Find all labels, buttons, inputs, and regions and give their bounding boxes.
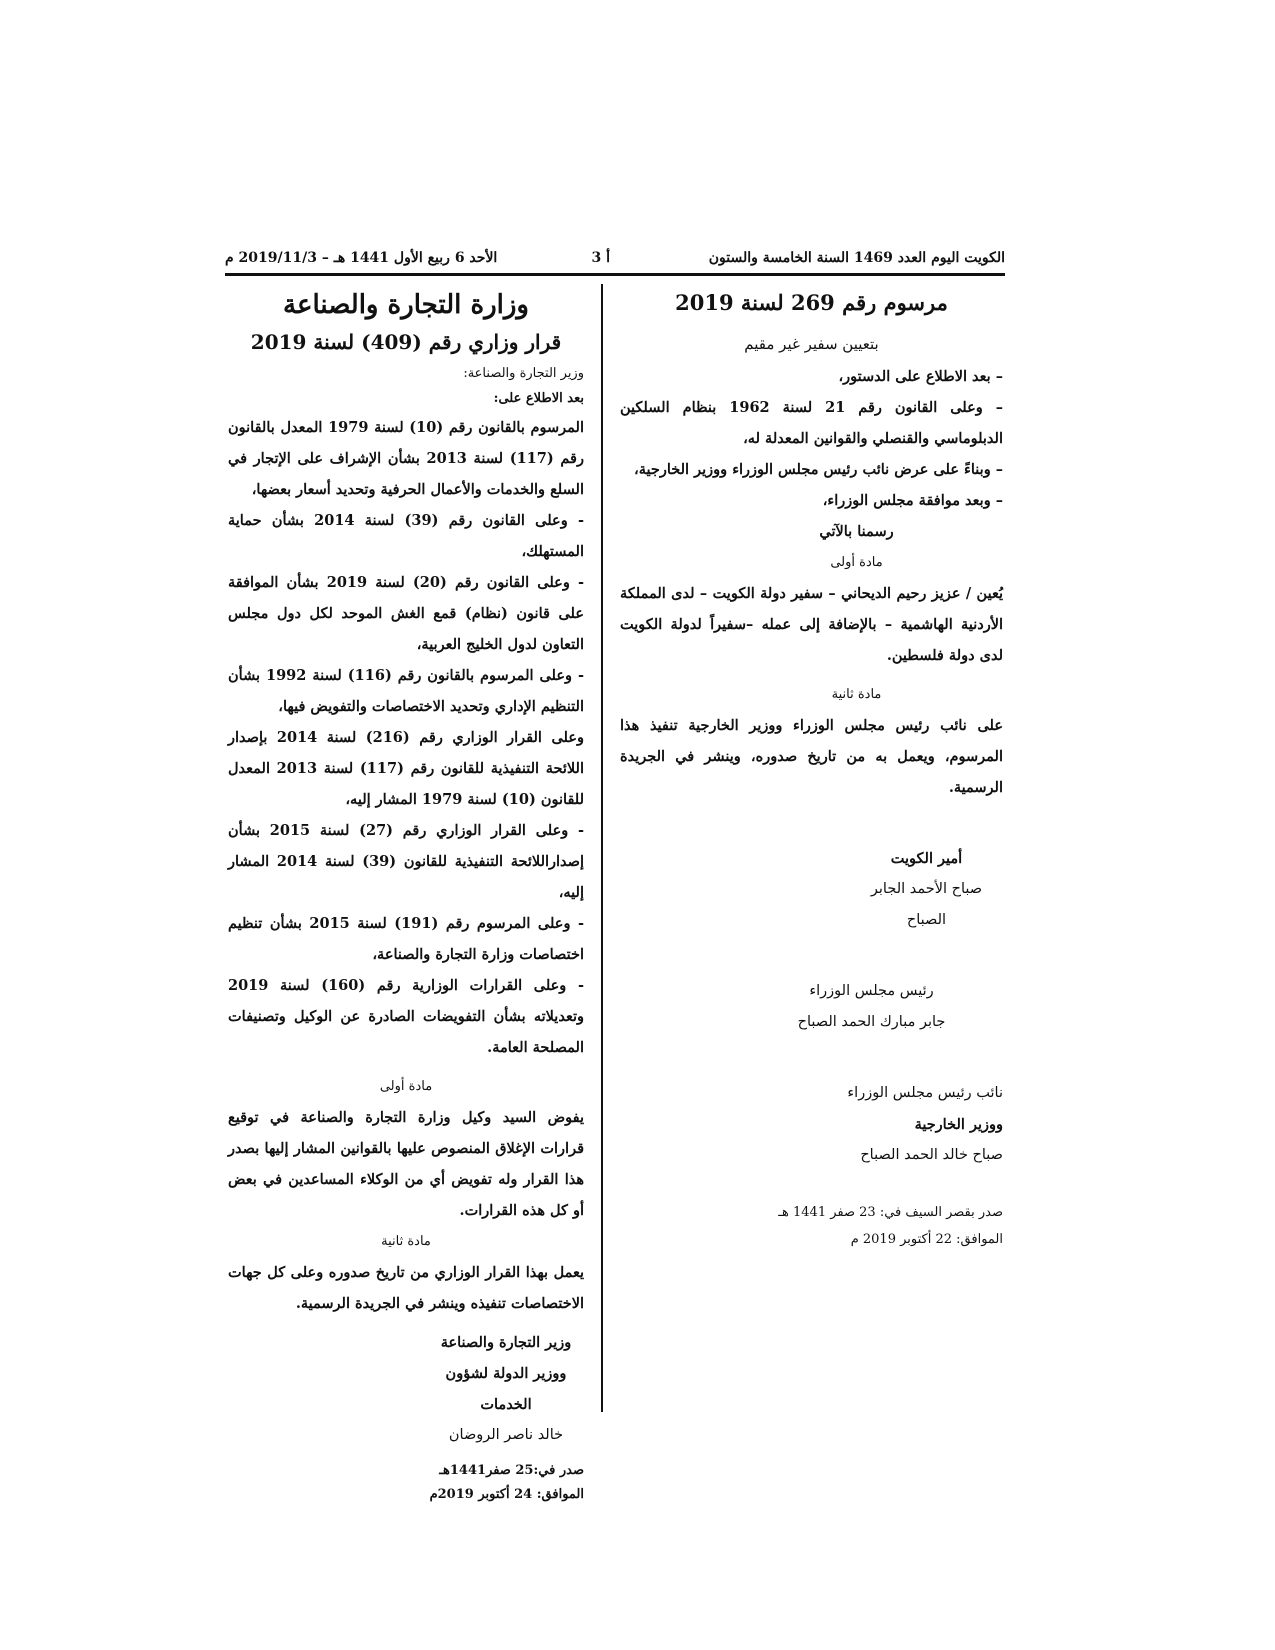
decree-column (620, 284, 1003, 1252)
after-review: بعد الاطلاع على: (493, 391, 584, 406)
ministry-article1: يفوض السيد وكيل وزارة التجارة والصناعة في توقيع قرارات الإغلاق المنصوص عليها بالقوانين المشار إليها بصدر هذا القرار وله تفويض أي من الوكلاء المساعدين في بعض أو كل هذه القرارات. (228, 1109, 584, 1219)
decree-preamble-2: – وعلى القانون رقم 21 لسنة 1962 بنظام السلكين الدبلوماسي والقنصلي والقوانين المعدلة له، (620, 399, 1003, 447)
decree-corresponding: الموافق: 22 أكتوبر 2019 م (850, 1232, 1003, 1247)
ministry-issued: صدر في:25 صفر1441هـ (439, 1463, 584, 1478)
clause-6: - وعلى القرار الوزاري رقم (27) لسنة 2015 بشأن إصداراللائحة التنفيذية للقانون (39) لسنة 2014 المشار إليه، (228, 822, 585, 901)
clause-3: - وعلى القانون رقم (20) لسنة 2019 بشأن الموافقة على قانون (نظام) قمع الغش الموحد لكل دول مجلس التعاون لدول الخليج العربية، (228, 574, 584, 653)
decree-preamble-1: – بعد الاطلاع على الدستور، (838, 368, 1003, 385)
header-page-number: أ 3 (591, 250, 610, 266)
decree-title: مرسوم رقم 269 لسنة 2019 (675, 290, 948, 315)
decree-decreed: رسمنا بالآتي (819, 523, 894, 540)
ministry-column (228, 284, 584, 1507)
emir-name: صباح الأحمد الجابر الصباح (870, 881, 983, 928)
deputy-title-1: نائب رئيس مجلس الوزراء (847, 1085, 1003, 1101)
pm-name: جابر مبارك الحمد الصباح (797, 1014, 946, 1030)
header-date: الأحد 6 ربيع الأول 1441 هـ – 2019/11/3 م (225, 250, 498, 266)
minister-line: وزير التجارة والصناعة: (463, 366, 584, 381)
ministry-corresponding: الموافق: 24 أكتوبر 2019م (429, 1487, 584, 1502)
deputy-name: صباح خالد الحمد الصباح (860, 1147, 1003, 1163)
ministry-article1-heading: مادة أولى (379, 1079, 433, 1094)
pm-title: رئيس مجلس الوزراء (809, 983, 934, 999)
decree-preamble-3: – وبناءً على عرض نائب رئيس مجلس الوزراء ووزير الخارجية، (634, 461, 1003, 478)
header-publication: الكويت اليوم العدد 1469 السنة الخامسة والستون (708, 250, 1005, 266)
ministry-decision-title: قرار وزاري رقم (409) لسنة 2019 (250, 330, 562, 354)
clause-5: وعلى القرار الوزاري رقم (216) لسنة 2014 بإصدار اللائحة التنفيذية للقانون رقم (117) لسنة 2013 المعدل للقانون (10) لسنة 1979 المشار إليه، (228, 729, 584, 808)
ministry-sig-title-1: وزير التجارة والصناعة (440, 1334, 572, 1351)
clause-8: - وعلى القرارات الوزارية رقم (160) لسنة 2019 وتعديلاته بشأن التفويضات الصادرة عن الوكيل وتصنيفات المصلحة العامة. (228, 977, 584, 1056)
decree-subtitle: بتعيين سفير غير مقيم (744, 335, 879, 353)
decree-article1: يُعين / عزيز رحيم الديحاني – سفير دولة الكويت – لدى المملكة الأردنية الهاشمية – بالإضافة إلى عمله –سفيراً لدولة الكويت لدى دولة فلسطين. (620, 585, 1003, 664)
page-header (225, 248, 1005, 272)
clause-4: - وعلى المرسوم بالقانون رقم (116) لسنة 1992 بشأن التنظيم الإداري وتحديد الاختصاصات والتفويض فيها، (228, 667, 584, 715)
decree-issued: صدر بقصر السيف في: 23 صفر 1441 هـ (778, 1205, 1003, 1220)
decree-article1-heading: مادة أولى (830, 555, 883, 570)
ministry-article2: يعمل بهذا القرار الوزاري من تاريخ صدوره وعلى كل جهات الاختصاصات تنفيذه وينشر في الجريدة الرسمية. (228, 1264, 584, 1312)
clause-7: - وعلى المرسوم رقم (191) لسنة 2015 بشأن تنظيم اختصاصات وزارة التجارة والصناعة، (228, 915, 584, 963)
ministry-sig-name: خالد ناصر الروضان (448, 1427, 564, 1443)
emir-title: أمير الكويت (890, 850, 963, 867)
decree-article2-heading: مادة ثانية (831, 687, 882, 702)
ministry-name: وزارة التجارة والصناعة (283, 290, 529, 320)
header-rule (225, 273, 1005, 276)
column-divider (601, 284, 603, 1412)
decree-article2: على نائب رئيس مجلس الوزراء ووزير الخارجية تنفيذ هذا المرسوم، ويعمل به من تاريخ صدوره، وينشر في الجريدة الرسمية. (620, 717, 1003, 796)
clause-2: - وعلى القانون رقم (39) لسنة 2014 بشأن حماية المستهلك، (228, 512, 584, 560)
decree-preamble-4: – وبعد موافقة مجلس الوزراء، (822, 492, 1003, 509)
ministry-sig-title-2: ووزير الدولة لشؤون الخدمات (445, 1365, 567, 1413)
deputy-title-2: ووزير الخارجية (914, 1116, 1003, 1133)
ministry-article2-heading: مادة ثانية (381, 1234, 431, 1249)
clause-1: المرسوم بالقانون رقم (10) لسنة 1979 المعدل بالقانون رقم (117) لسنة 2013 بشأن الإشراف على الإتجار في السلع والخدمات والأعمال الحرفية وتحديد أسعار بعضها، (228, 419, 584, 498)
